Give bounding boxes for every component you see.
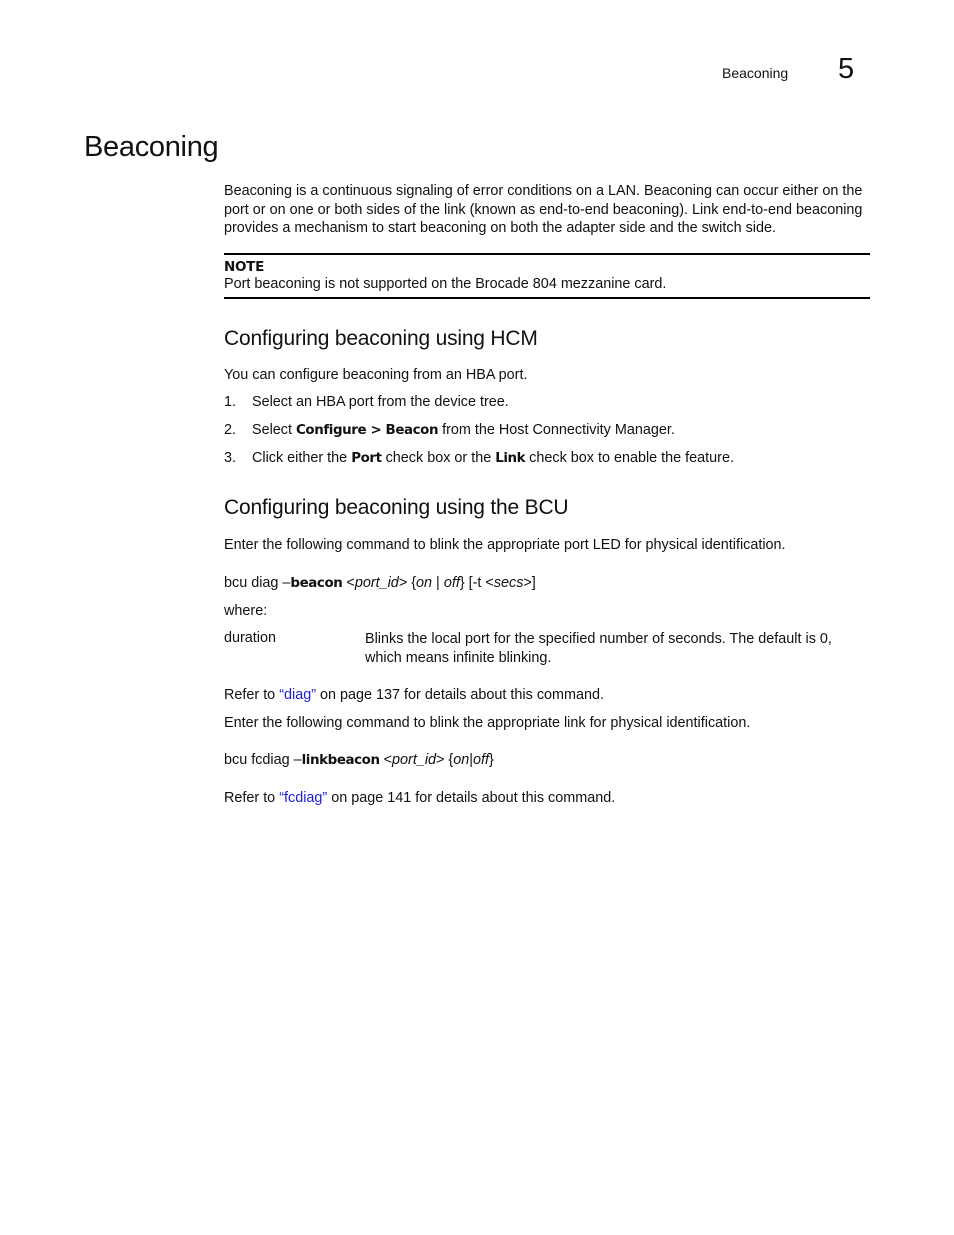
syntax-punct: | <box>432 575 444 591</box>
ui-label-link: Link <box>495 451 526 466</box>
step-number: 2. <box>224 422 237 438</box>
intro-paragraph: Beaconing is a continuous signaling of error conditions on a LAN. Beaconing can occur either on the port or on one or both sides of the link (known as end-to-end beaconing). Link end-to-end beaconing provides a mechanism to start beaconing on both the adapter side and the switch side. <box>224 183 863 236</box>
bcu-lead: Enter the following command to blink the appropriate port LED for physical identification. <box>224 537 786 553</box>
menu-path: Configure > Beacon <box>296 423 439 438</box>
syntax-punct: } <box>489 752 494 768</box>
command-keyword: beacon <box>290 576 343 591</box>
command-prefix: bcu diag – <box>224 575 291 591</box>
hcm-lead: You can configure beaconing from an HBA port. <box>224 367 528 383</box>
step-text-mid: check box or the <box>381 450 496 466</box>
command-argument: port_id <box>392 752 437 768</box>
running-header-section: Beaconing <box>722 65 789 81</box>
chapter-number: 5 <box>838 53 855 85</box>
command-syntax <box>224 751 494 771</box>
reference-post: on page 137 for details about this command. <box>316 687 604 703</box>
command-prefix: bcu fcdiag – <box>224 752 302 768</box>
fcdiag-link[interactable]: “fcdiag” <box>279 790 328 806</box>
syntax-punct: < <box>379 752 393 768</box>
section-heading-hcm: Configuring beaconing using HCM <box>224 327 538 350</box>
step-text <box>252 450 734 466</box>
note-text: Port beaconing is not supported on the Brocade 804 mezzanine card. <box>224 276 667 292</box>
note-label: NOTE <box>224 259 265 275</box>
reference-pre: Refer to <box>224 790 280 806</box>
syntax-punct: > { <box>436 752 454 768</box>
section-heading-bcu: Configuring beaconing using the BCU <box>224 496 569 519</box>
bcu-lead-link: Enter the following command to blink the appropriate link for physical identification. <box>224 715 751 731</box>
command-syntax <box>224 574 536 594</box>
command-argument: port_id <box>354 575 399 591</box>
diag-link[interactable]: “diag” <box>279 687 316 703</box>
reference-fcdiag <box>224 789 615 808</box>
command-option-off: off <box>473 752 490 768</box>
step-number: 3. <box>224 450 237 466</box>
syntax-punct: >] <box>523 575 536 591</box>
syntax-punct: < <box>342 575 355 591</box>
where-label: where: <box>224 603 268 619</box>
page-title: Beaconing <box>84 131 219 163</box>
syntax-punct: | <box>469 752 474 768</box>
reference-post: on page 141 for details about this command. <box>327 790 616 806</box>
step-text-pre: Click either the <box>252 450 352 466</box>
reference-diag <box>224 686 604 705</box>
step-text <box>252 422 675 438</box>
command-keyword: linkbeacon <box>301 753 380 768</box>
step-text-pre: Select <box>252 422 296 438</box>
parameter-term: duration <box>224 630 277 646</box>
step-text-post: check box to enable the feature. <box>525 450 734 466</box>
command-argument: secs <box>493 575 524 591</box>
ui-label-port: Port <box>351 451 382 466</box>
reference-pre: Refer to <box>224 687 280 703</box>
note-box <box>224 253 870 299</box>
step-text-post: from the Host Connectivity Manager. <box>438 422 675 438</box>
command-option-on: on <box>453 752 470 768</box>
parameter-description: Blinks the local port for the specified number of seconds. The default is 0, which means infinite blinking. <box>365 631 832 666</box>
command-option-off: off <box>443 575 460 591</box>
syntax-punct: > { <box>398 575 417 591</box>
syntax-punct: } [-t < <box>459 575 494 591</box>
step-text: Select an HBA port from the device tree. <box>252 394 509 410</box>
step-number: 1. <box>224 394 237 410</box>
command-option-on: on <box>416 575 433 591</box>
